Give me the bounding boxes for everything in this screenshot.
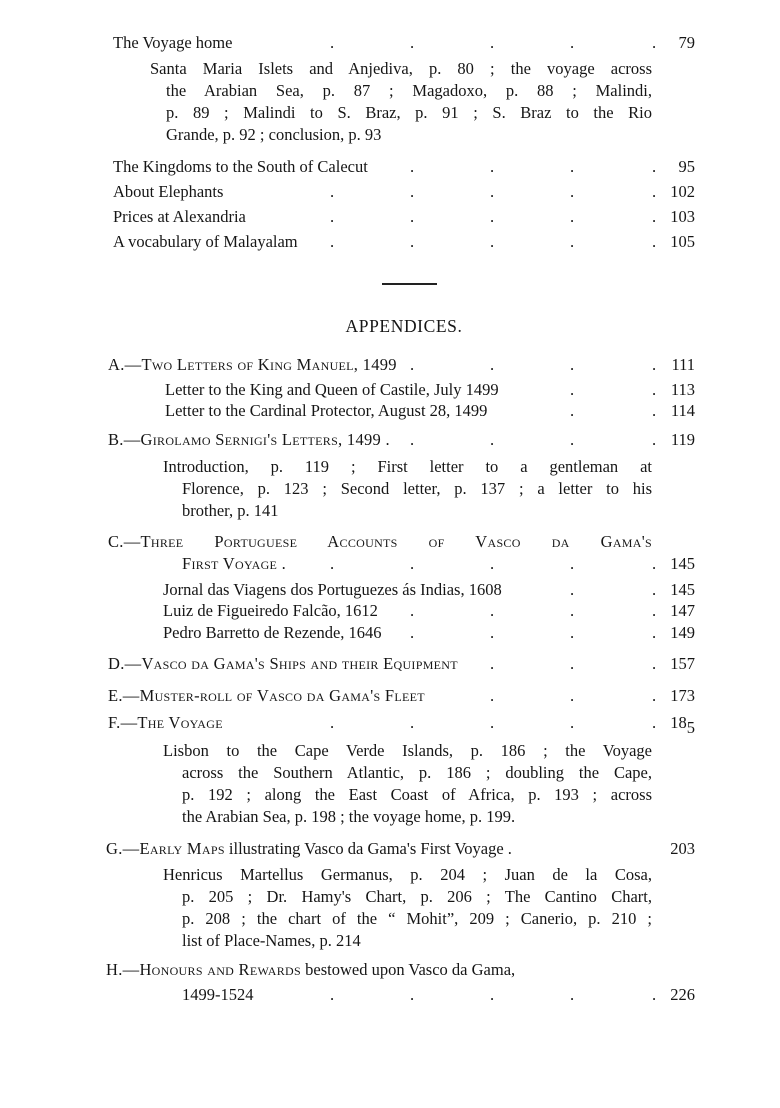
page-number: 157 bbox=[670, 654, 695, 673]
leader-dot: . bbox=[330, 713, 335, 732]
leader-dot: . bbox=[410, 601, 415, 620]
leader-dot: . bbox=[570, 207, 575, 226]
leader-dot: . bbox=[490, 182, 495, 201]
leader-dot: . bbox=[490, 601, 495, 620]
toc-detail-line: p. 205 ; Dr. Hamy's Chart, p. 206 ; The Cantino Chart, bbox=[182, 887, 652, 906]
leader-dot: . bbox=[490, 623, 495, 642]
leader-dot: . bbox=[490, 207, 495, 226]
leader-dot: . bbox=[652, 380, 657, 399]
leader-dot: . bbox=[652, 580, 657, 599]
appendix-h-title-cont[interactable]: 1499-1524 bbox=[182, 985, 254, 1004]
leader-dot: . bbox=[570, 380, 575, 399]
page-number: 113 bbox=[670, 380, 695, 399]
page-number: 111 bbox=[671, 355, 695, 374]
toc-detail-line: Henricus Martellus Germanus, p. 204 ; Juan de la Cosa, bbox=[163, 865, 652, 884]
leader-dot: . bbox=[570, 182, 575, 201]
page-number: 105 bbox=[670, 232, 695, 251]
leader-dot: . bbox=[410, 232, 415, 251]
page-number: 145 bbox=[670, 580, 695, 599]
page-number: 173 bbox=[670, 686, 695, 705]
leader-dot: . bbox=[490, 355, 495, 374]
leader-dot: . bbox=[652, 601, 657, 620]
toc-entry-voyage-home[interactable]: The Voyage home bbox=[113, 33, 233, 52]
toc-detail-line: p. 192 ; along the East Coast of Africa, p. 193 ; across bbox=[182, 785, 652, 804]
leader-dot: . bbox=[652, 686, 657, 705]
leader-dot: . bbox=[490, 686, 495, 705]
leader-dot: . bbox=[652, 654, 657, 673]
page-number: 147 bbox=[670, 601, 695, 620]
toc-detail-line: p. 89 ; Malindi to S. Braz, p. 91 ; S. Braz to the Rio bbox=[166, 103, 652, 122]
page-number: 103 bbox=[670, 207, 695, 226]
appendix-g-title-rest: illustrating Vasco da Gama's First Voyage . bbox=[224, 839, 512, 858]
appendix-f-title[interactable]: F.—The Voyage bbox=[108, 713, 223, 732]
page-number: 79 bbox=[678, 33, 695, 52]
section-divider bbox=[382, 283, 437, 285]
appendix-c-item[interactable]: Jornal das Viagens dos Portuguezes ás Indias, 1608 bbox=[163, 580, 502, 599]
toc-detail-line: the Arabian Sea, p. 87 ; Magadoxo, p. 88 ; Malindi, bbox=[166, 81, 652, 100]
appendix-c-title[interactable]: C.—Three Portuguese Accounts of Vasco da Gama's bbox=[108, 532, 652, 551]
leader-dot: . bbox=[570, 554, 575, 573]
leader-dot: . bbox=[330, 985, 335, 1004]
leader-dot: . bbox=[652, 713, 657, 732]
page-number: 149 bbox=[670, 623, 695, 642]
leader-dot: . bbox=[410, 985, 415, 1004]
toc-entry-vocabulary[interactable]: A vocabulary of Malayalam bbox=[113, 232, 298, 251]
leader-dot: . bbox=[410, 157, 415, 176]
appendix-b-title[interactable]: B.—Girolamo Sernigi's Letters, 1499 . bbox=[108, 430, 390, 449]
leader-dot: . bbox=[570, 33, 575, 52]
leader-dot: . bbox=[410, 33, 415, 52]
leader-dot: . bbox=[652, 207, 657, 226]
leader-dot: . bbox=[652, 182, 657, 201]
leader-dot: . bbox=[490, 654, 495, 673]
leader-dot: . bbox=[652, 401, 657, 420]
leader-dot: . bbox=[490, 33, 495, 52]
page-number: 95 bbox=[678, 157, 695, 176]
leader-dot: . bbox=[652, 33, 657, 52]
appendix-c-item[interactable]: Luiz de Figueiredo Falcão, 1612 bbox=[163, 601, 378, 620]
leader-dot: . bbox=[410, 713, 415, 732]
leader-dot: . bbox=[652, 232, 657, 251]
page-number: 203 bbox=[670, 839, 695, 858]
leader-dot: . bbox=[570, 654, 575, 673]
leader-dot: . bbox=[570, 157, 575, 176]
toc-detail-line: the Arabian Sea, p. 198 ; the voyage home, p. 199. bbox=[182, 807, 516, 826]
leader-dot: . bbox=[570, 232, 575, 251]
leader-dot: . bbox=[410, 182, 415, 201]
leader-dot: . bbox=[490, 985, 495, 1004]
appendix-g-title-caps: G.—Early Maps bbox=[106, 839, 225, 858]
leader-dot: . bbox=[330, 182, 335, 201]
toc-detail-line: Introduction, p. 119 ; First letter to a gentleman at bbox=[163, 457, 652, 476]
toc-detail-line: p. 208 ; the chart of the “ Mohit”, 209 ; Canerio, p. 210 ; bbox=[182, 909, 652, 928]
leader-dot: . bbox=[330, 33, 335, 52]
appendix-h-title[interactable] bbox=[106, 960, 515, 980]
leader-dot: . bbox=[652, 985, 657, 1004]
page-number: 145 bbox=[670, 554, 695, 573]
page-number: 102 bbox=[670, 182, 695, 201]
leader-dot: . bbox=[570, 355, 575, 374]
appendix-a-item[interactable]: Letter to the King and Queen of Castile, July 1499 bbox=[165, 380, 499, 399]
appendix-c-title-cont[interactable]: First Voyage . bbox=[182, 554, 287, 573]
page-number: 114 bbox=[670, 401, 695, 420]
leader-dot: . bbox=[652, 554, 657, 573]
leader-dot: . bbox=[410, 355, 415, 374]
page-number: 119 bbox=[670, 430, 695, 449]
leader-dot: . bbox=[570, 686, 575, 705]
leader-dot: . bbox=[410, 207, 415, 226]
appendices-heading: APPENDICES. bbox=[345, 316, 463, 336]
appendix-d-title[interactable]: D.—Vasco da Gama's Ships and their Equipment bbox=[108, 654, 458, 673]
appendix-c-item[interactable]: Pedro Barretto de Rezende, 1646 bbox=[163, 623, 382, 642]
leader-dot: . bbox=[652, 157, 657, 176]
leader-dot: . bbox=[410, 554, 415, 573]
toc-detail-line: Lisbon to the Cape Verde Islands, p. 186 ; the Voyage bbox=[163, 741, 652, 760]
leader-dot: . bbox=[570, 713, 575, 732]
leader-dot: . bbox=[652, 623, 657, 642]
leader-dot: . bbox=[570, 601, 575, 620]
leader-dot: . bbox=[652, 355, 657, 374]
page-number-offset-digit: 5 bbox=[686, 718, 695, 737]
leader-dot: . bbox=[410, 623, 415, 642]
leader-dot: . bbox=[410, 430, 415, 449]
leader-dot: . bbox=[490, 430, 495, 449]
leader-dot: . bbox=[570, 985, 575, 1004]
appendix-e-title[interactable]: E.—Muster-roll of Vasco da Gama's Fleet bbox=[108, 686, 425, 705]
page-number bbox=[670, 713, 695, 737]
leader-dot: . bbox=[490, 713, 495, 732]
toc-detail-line: brother, p. 141 bbox=[182, 501, 279, 520]
leader-dot: . bbox=[330, 207, 335, 226]
leader-dot: . bbox=[490, 232, 495, 251]
toc-entry-elephants[interactable]: About Elephants bbox=[113, 182, 224, 201]
appendix-h-title-caps: H.—Honours and Rewards bbox=[106, 960, 301, 979]
toc-detail-line: list of Place-Names, p. 214 bbox=[182, 931, 361, 950]
toc-detail-line: Florence, p. 123 ; Second letter, p. 137 ; a letter to his bbox=[182, 479, 652, 498]
leader-dot: . bbox=[330, 232, 335, 251]
appendix-h-title-rest: bestowed upon Vasco da Gama, bbox=[301, 960, 516, 979]
page-number-main: 18 bbox=[670, 713, 687, 732]
leader-dot: . bbox=[570, 401, 575, 420]
toc-detail-line: Santa Maria Islets and Anjediva, p. 80 ; the voyage across bbox=[150, 59, 652, 78]
appendix-g-title[interactable] bbox=[106, 839, 512, 859]
leader-dot: . bbox=[652, 430, 657, 449]
appendix-a-item[interactable]: Letter to the Cardinal Protector, August 28, 1499 bbox=[165, 401, 488, 420]
toc-entry-prices[interactable]: Prices at Alexandria bbox=[113, 207, 246, 226]
leader-dot: . bbox=[330, 554, 335, 573]
leader-dot: . bbox=[570, 430, 575, 449]
leader-dot: . bbox=[570, 580, 575, 599]
leader-dot: . bbox=[490, 554, 495, 573]
toc-detail-line: Grande, p. 92 ; conclusion, p. 93 bbox=[166, 125, 382, 144]
page-number: 226 bbox=[670, 985, 695, 1004]
leader-dot: . bbox=[570, 623, 575, 642]
appendix-a-title[interactable]: A.—Two Letters of King Manuel, 1499 bbox=[108, 355, 397, 374]
toc-entry-kingdoms[interactable]: The Kingdoms to the South of Calecut bbox=[113, 157, 368, 176]
toc-detail-line: across the Southern Atlantic, p. 186 ; doubling the Cape, bbox=[182, 763, 652, 782]
leader-dot: . bbox=[490, 157, 495, 176]
